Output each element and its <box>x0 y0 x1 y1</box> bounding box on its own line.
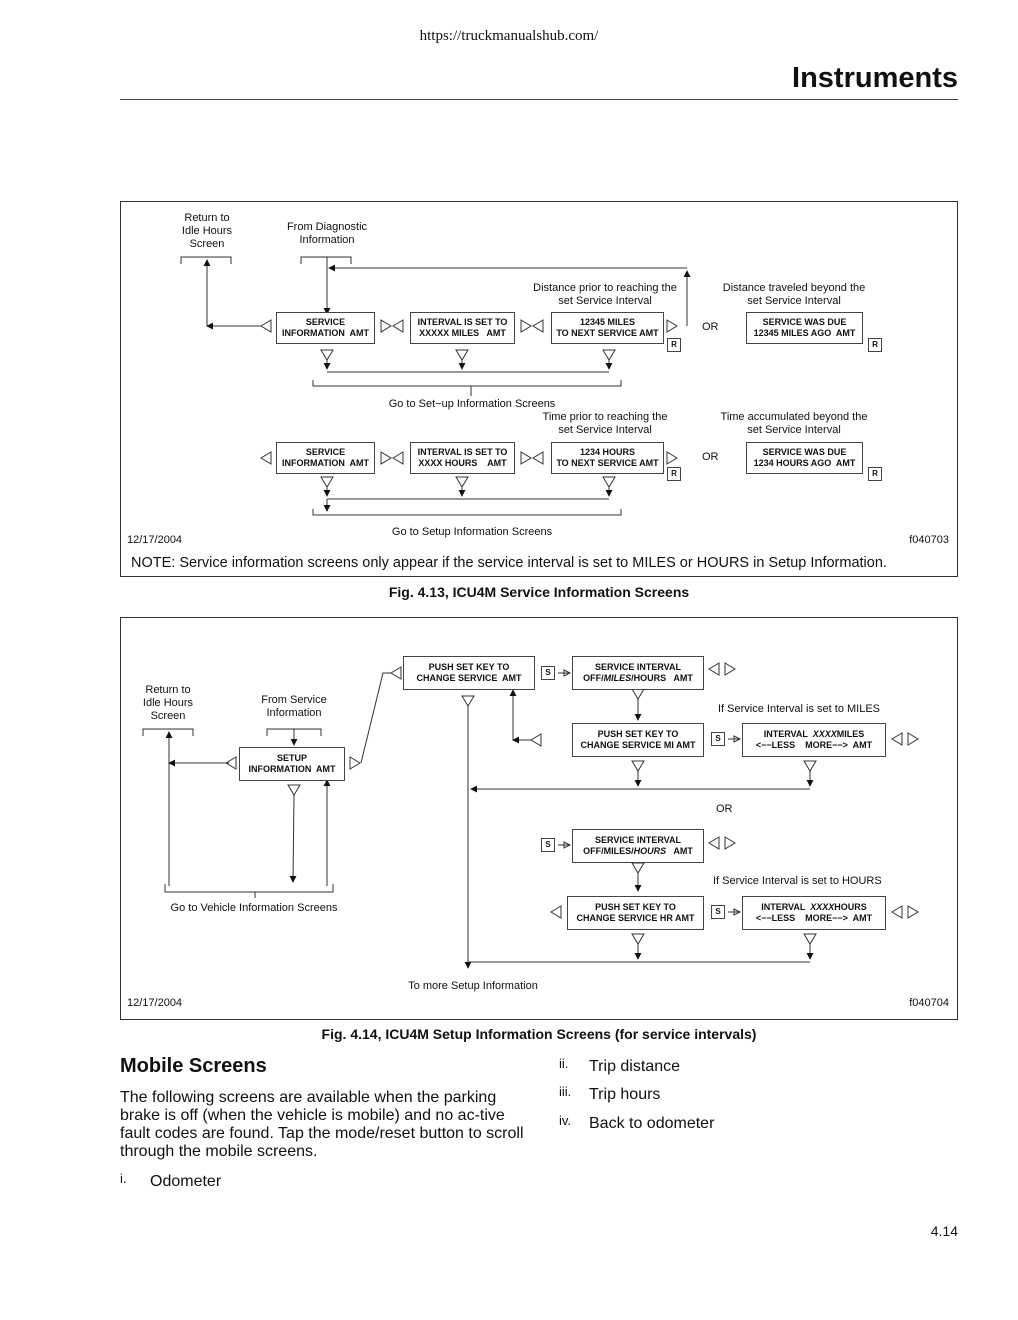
box-text: MILES <box>836 729 865 739</box>
service-interval-miles-selected-screen <box>572 656 704 690</box>
r-key-tag: R <box>667 338 681 352</box>
time-beyond-label: Time accumulated beyond the set Service Interval <box>720 411 868 436</box>
box-line <box>743 902 885 913</box>
r-key-tag: R <box>868 467 882 481</box>
selected-option: HOURS <box>633 846 667 856</box>
source-url[interactable]: https://truckmanualshub.com/ <box>419 28 599 44</box>
figure-caption: Fig. 4.13, ICU4M Service Information Screens <box>388 584 690 600</box>
or-label: OR <box>702 321 719 333</box>
value-placeholder: XXXX <box>810 902 835 912</box>
figure-id: f040704 <box>909 997 949 1009</box>
box-line: <−−LESS MORE−−> AMT <box>755 740 873 750</box>
list-number: iii. <box>559 1084 572 1099</box>
interval-hours-screen: INTERVAL IS SET TO XXXX HOURS AMT <box>410 442 515 474</box>
more-setup-label: To more Setup Information <box>408 980 538 992</box>
r-key-tag: R <box>868 338 882 352</box>
setup-information-screen: SETUP INFORMATION AMT <box>239 747 345 781</box>
goto-setup-label: Go to Setup Information Screens <box>391 526 553 538</box>
box-text: HOURS <box>834 902 867 912</box>
page-number: 4.14 <box>930 1223 958 1239</box>
r-key-tag: R <box>667 467 681 481</box>
section-heading: Mobile Screens <box>120 1055 267 1077</box>
if-hours-label: If Service Interval is set to HOURS <box>713 875 882 887</box>
service-due-miles-ago-screen: SERVICE WAS DUE 12345 MILES AGO AMT <box>746 312 863 344</box>
service-due-hours-ago-screen: SERVICE WAS DUE 1234 HOURS AGO AMT <box>746 442 863 474</box>
return-idle-label: Return to Idle Hours Screen <box>142 684 194 722</box>
box-text: INTERVAL <box>763 729 813 739</box>
list-number: i. <box>120 1171 127 1186</box>
service-interval-hours-selected-screen <box>572 829 704 863</box>
figure-4-14 <box>120 617 958 1020</box>
or-label: OR <box>716 803 733 815</box>
push-set-key-service-screen: PUSH SET KEY TO CHANGE SERVICE AMT <box>403 656 535 690</box>
push-set-key-hr-screen: PUSH SET KEY TO CHANGE SERVICE HR AMT <box>567 896 704 930</box>
goto-vehicle-label: Go to Vehicle Information Screens <box>170 902 338 914</box>
list-text: Odometer <box>150 1173 222 1190</box>
goto-setup-label: Go to Set−up Information Screens <box>388 398 556 410</box>
list-text: Back to odometer <box>589 1115 715 1132</box>
figure-caption: Fig. 4.14, ICU4M Setup Information Screens (for service intervals) <box>321 1026 757 1042</box>
distance-prior-label: Distance prior to reaching the set Service Interval <box>533 282 677 307</box>
miles-to-next-service-screen: 12345 MILES TO NEXT SERVICE AMT <box>551 312 664 344</box>
box-text: OFF/ <box>583 673 604 683</box>
box-text: OFF/MILES/ <box>583 846 634 856</box>
box-line: SERVICE INTERVAL <box>594 835 682 845</box>
from-diagnostic-label: From Diagnostic Information <box>286 221 368 246</box>
s-key-tag: S <box>711 905 725 919</box>
figure-4-13 <box>120 201 958 577</box>
distance-beyond-label: Distance traveled beyond the set Service Interval <box>722 282 866 307</box>
interval-miles-screen: INTERVAL IS SET TO XXXXX MILES AMT <box>410 312 515 344</box>
figure-note: NOTE: Service information screens only appear if the service interval is set to MILES or HOURS in Setup Information. <box>131 555 887 571</box>
if-miles-label: If Service Interval is set to MILES <box>718 703 881 715</box>
list-number: ii. <box>559 1056 569 1071</box>
box-text: AMT <box>666 846 693 856</box>
figure-date: 12/17/2004 <box>127 534 183 546</box>
hours-to-next-service-screen: 1234 HOURS TO NEXT SERVICE AMT <box>551 442 664 474</box>
time-prior-label: Time prior to reaching the set Service Interval <box>542 411 668 436</box>
interval-xxxx-hours-screen <box>742 896 886 930</box>
box-line <box>573 673 703 684</box>
s-key-tag: S <box>541 666 555 680</box>
from-service-label: From Service Information <box>261 694 327 719</box>
list-text: Trip hours <box>589 1086 661 1103</box>
box-line: SERVICE INTERVAL <box>594 662 682 672</box>
service-information-screen: SERVICE INFORMATION AMT <box>276 442 375 474</box>
return-idle-label: Return to Idle Hours Screen <box>181 212 233 250</box>
section-title: Instruments <box>792 62 958 94</box>
box-text: /HOURS AMT <box>631 673 693 683</box>
selected-option: MILES <box>603 673 632 683</box>
box-line <box>743 729 885 740</box>
box-text: INTERVAL <box>761 902 811 912</box>
header-rule <box>120 99 958 100</box>
interval-xxxx-miles-screen <box>742 723 886 757</box>
box-line: <−−LESS MORE−−> AMT <box>755 913 873 923</box>
list-text: Trip distance <box>589 1058 680 1075</box>
push-set-key-mi-screen: PUSH SET KEY TO CHANGE SERVICE MI AMT <box>572 723 704 757</box>
list-number: iv. <box>559 1113 572 1128</box>
service-information-screen: SERVICE INFORMATION AMT <box>276 312 375 344</box>
figure-4-13-connectors <box>121 202 957 576</box>
value-placeholder: XXXX <box>812 729 837 739</box>
s-key-tag: S <box>711 732 725 746</box>
s-key-tag: S <box>541 838 555 852</box>
or-label: OR <box>702 451 719 463</box>
figure-date: 12/17/2004 <box>127 997 183 1009</box>
figure-id: f040703 <box>909 534 949 546</box>
box-line <box>573 846 703 857</box>
body-paragraph: The following screens are available when the parking brake is off (when the vehicle is mobile) and no ac-tive fault codes are found. Tap the mode/reset button to scroll through the mobile screens. <box>120 1089 524 1160</box>
figure-4-14-connectors <box>121 618 957 1019</box>
